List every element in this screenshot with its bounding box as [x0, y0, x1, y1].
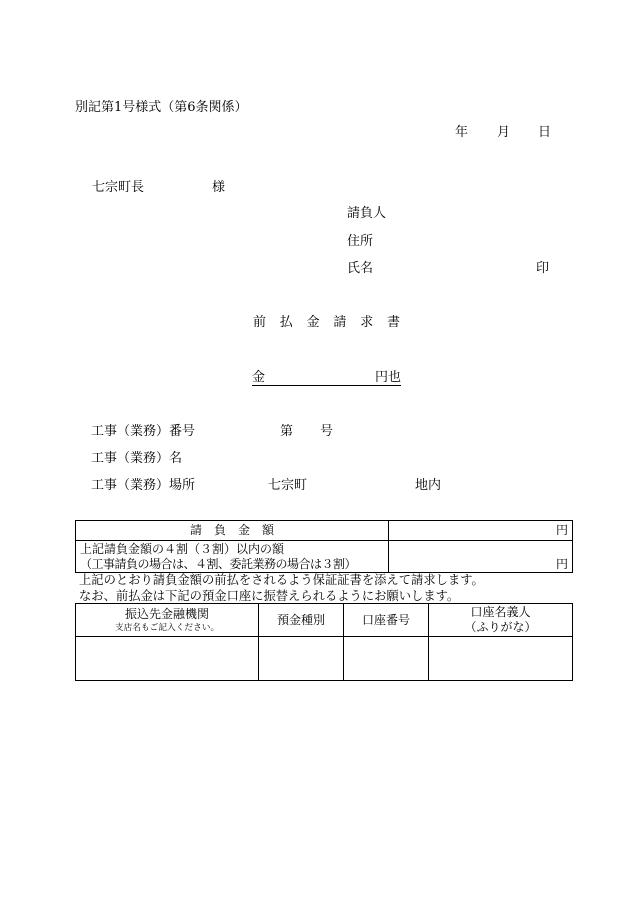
contractor-address-label: 住所: [347, 234, 374, 249]
addressee-name: 七宗町長: [92, 180, 145, 195]
bank-account-table: [75, 603, 573, 681]
advance-limit-label: [76, 541, 389, 573]
document-title: 前 払 金 請 求 書: [253, 315, 401, 330]
bank-name-header: [76, 604, 259, 637]
account-holder-header-label: 口座名義人: [470, 605, 531, 619]
project-number-label: 工事（業務）番号: [91, 424, 196, 439]
form-number: 別記第1号様式（第6条関係）: [75, 100, 248, 115]
contract-amount-unit: 円: [389, 521, 573, 541]
account-number-header: 口座番号: [344, 604, 429, 637]
advance-limit-label-line1: 上記請負金額の４割（３割）以内の額: [80, 541, 285, 556]
bank-name-header-note: 支店名もご記入ください。: [114, 622, 220, 633]
date-year-label: 年: [455, 125, 469, 140]
deposit-type-cell: [259, 637, 344, 681]
contractor-name-label: 氏名: [347, 261, 374, 276]
project-number-prefix: 第: [280, 424, 294, 439]
account-holder-header-sub: （ふりがな）: [464, 620, 537, 634]
account-number-cell: [344, 637, 429, 681]
table-row: [76, 541, 573, 573]
project-location-town: 七宗町: [268, 478, 308, 493]
project-name-label: 工事（業務）名: [91, 451, 183, 466]
project-location-suffix: 地内: [415, 478, 442, 493]
account-holder-header: [429, 604, 573, 637]
bank-name-cell: [76, 637, 259, 681]
amount-line: [252, 370, 401, 386]
contract-amount-label: 請 負 金 額: [76, 521, 389, 541]
deposit-type-header: 預金種別: [259, 604, 344, 637]
addressee-honorific: 様: [212, 180, 226, 195]
project-location-label: 工事（業務）場所: [91, 478, 196, 493]
bank-name-header-label: 振込先金融機関: [124, 606, 209, 621]
amount-prefix: 金: [252, 370, 266, 385]
date-day-label: 日: [538, 125, 552, 140]
contractor-label: 請負人: [347, 206, 387, 221]
table-row: [76, 637, 573, 681]
table-row: [76, 521, 573, 541]
table-header-row: [76, 604, 573, 637]
date-month-label: 月: [497, 125, 511, 140]
advance-limit-unit: 円: [389, 541, 573, 573]
amount-suffix: 円也: [374, 370, 401, 385]
amount-table: [75, 520, 573, 573]
request-text-line1: 上記のとおり請負金額の前払をされるよう保証証書を添えて請求します。: [79, 573, 484, 587]
project-number-suffix: 号: [320, 424, 334, 439]
request-text-line2: なお、前払金は下記の預金口座に振替えられるようにお願いします。: [79, 589, 460, 603]
account-holder-cell: [429, 637, 573, 681]
advance-limit-label-line2: （工事請負の場合は、４割、委託業務の場合は３割）: [80, 556, 357, 571]
seal-mark: 印: [536, 261, 550, 276]
